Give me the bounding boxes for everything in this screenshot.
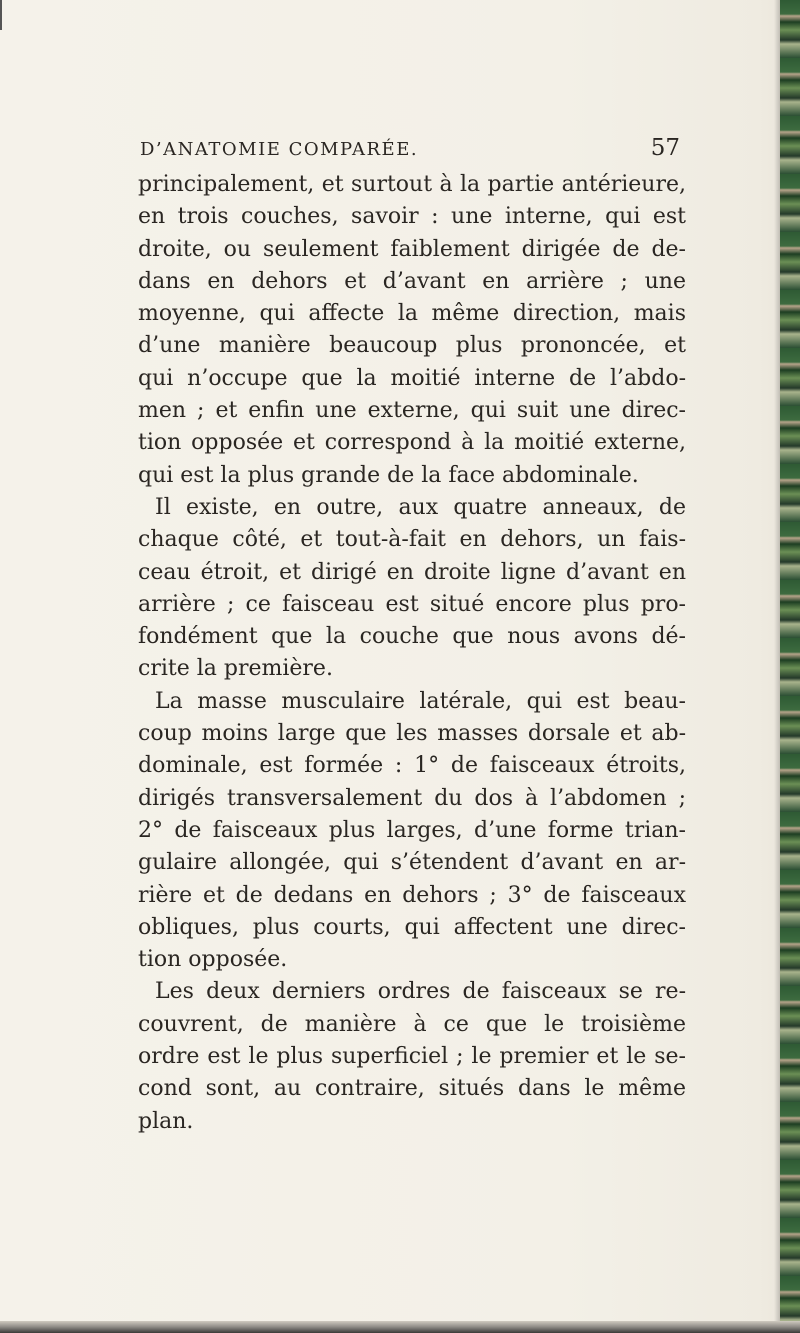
text-line: arrière ; ce faisceau est situé encore plus pro-: [138, 591, 686, 617]
text-line: couvrent, de manière à ce que le troisième: [138, 1011, 686, 1037]
book-cover-edge: [780, 0, 800, 1333]
text-line: ordre est le plus superficiel ; le premier et le se-: [138, 1044, 686, 1070]
body-text: [138, 169, 686, 1138]
text-line: ceau étroit, et dirigé en droite ligne d’avant en: [138, 559, 686, 585]
text-line: dirigés transversalement du dos à l’abdomen ;: [138, 785, 686, 811]
text-line: men ; et enfin une externe, qui suit une direc-: [138, 398, 686, 424]
text-line: dans en dehors et d’avant en arrière ; une: [138, 268, 686, 294]
text-line: qui n’occupe que la moitié interne de l’abdo-: [138, 365, 686, 391]
text-line: d’une manière beaucoup plus prononcée, et: [138, 333, 686, 359]
text-line: chaque côté, et tout-à-fait en dehors, un fais-: [138, 527, 686, 553]
paragraph-start-line: Les deux derniers ordres de faisceaux se re-: [155, 979, 686, 1005]
text-line: en trois couches, savoir : une interne, qui est: [138, 204, 686, 230]
page-number: 57: [650, 135, 680, 161]
text-line: qui est la plus grande de la face abdominale.: [138, 462, 639, 488]
page-edge-rule: [0, 0, 2, 30]
text-line: dominale, est formée : 1° de faisceaux étroits,: [138, 753, 686, 779]
text-line: fondément que la couche que nous avons dé-: [138, 624, 686, 650]
text-line: droite, ou seulement faiblement dirigée de de-: [138, 236, 686, 262]
page-bottom-edge: [0, 1321, 800, 1333]
text-line: moyenne, qui affecte la même direction, mais: [138, 301, 686, 327]
text-line: principalement, et surtout à la partie antérieure,: [138, 172, 686, 197]
text-line: rière et de dedans en dehors ; 3° de faisceaux: [138, 882, 686, 908]
text-line: tion opposée et correspond à la moitié externe,: [138, 430, 686, 456]
running-title: D’ANATOMIE COMPARÉE.: [140, 139, 419, 160]
text-line: gulaire allongée, qui s’étendent d’avant en ar-: [138, 850, 686, 876]
page-header: [140, 137, 680, 163]
text-line: tion opposée.: [138, 947, 288, 973]
text-line: cond sont, au contraire, situés dans le même: [138, 1076, 686, 1102]
text-line: 2° de faisceaux plus larges, d’une forme trian-: [138, 817, 686, 843]
text-line: obliques, plus courts, qui affectent une direc-: [138, 914, 686, 940]
paragraph-start-line: La masse musculaire latérale, qui est beau-: [155, 688, 686, 714]
paragraph-start-line: Il existe, en outre, aux quatre anneaux, de: [155, 494, 686, 520]
text-line: coup moins large que les masses dorsale et ab-: [138, 721, 686, 747]
text-line: plan.: [138, 1108, 194, 1134]
text-line: crite la première.: [138, 656, 333, 682]
